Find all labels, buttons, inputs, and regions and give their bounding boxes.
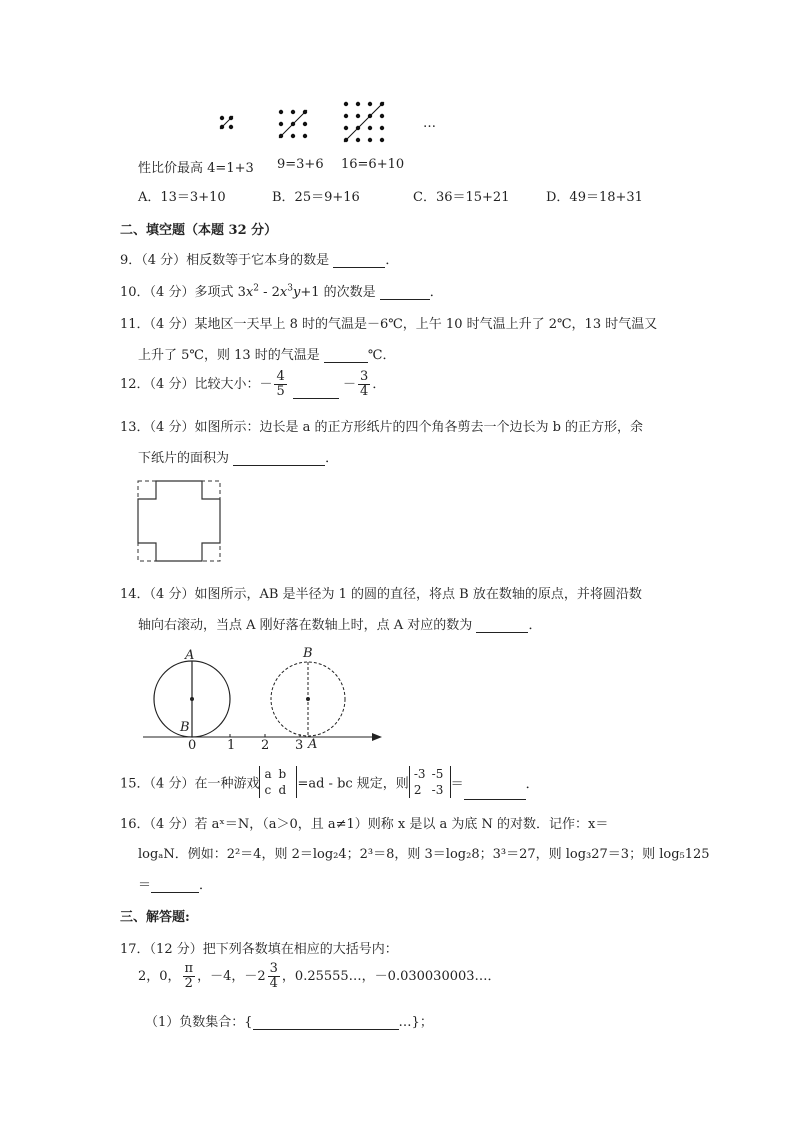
q17-pi-frac: $\frac{\pi}{2}$: [184, 961, 194, 991]
dot: [380, 126, 384, 130]
q14-line1: 14．（4 分）如图所示，AB 是半径为 1 的圆的直径，将点 B 放在数轴的原点，并将圆沿数: [120, 587, 642, 602]
q15-matrix1: a b c d: [259, 766, 297, 798]
q11-line1: 11．（4 分）某地区一天早上 8 时的气温是－6℃，上午 10 时气温上升了 2℃，13 时气温又: [120, 317, 658, 332]
q10-pre: 10．（4 分）多项式 3: [120, 285, 246, 300]
dot: [356, 138, 360, 142]
axis-label-3: 3: [295, 738, 304, 753]
q13-line2-text: 下纸片的面积为: [138, 451, 230, 466]
q17-sub1-blank: [253, 1015, 399, 1030]
q15-blank: [464, 785, 526, 800]
q13-line2: 下纸片的面积为 ．: [138, 451, 339, 466]
q12-blank: [293, 384, 339, 399]
label-b-bottom: B: [180, 720, 190, 735]
dot: [356, 114, 360, 118]
dot: [368, 126, 372, 130]
q13-line1: 13．（4 分）如图所示：边长是 a 的正方形纸片的四个角各剪去一个边长为 b 的正方形，余: [120, 420, 644, 435]
q14-line2-text: 轴向右滚动，当点 A 刚好落在数轴上时，点 A 对应的数为: [138, 618, 473, 633]
dots-caption: [138, 157, 254, 176]
dot: [368, 102, 372, 106]
q12-frac1: $\frac{4}{5}$: [276, 369, 285, 399]
q8-option-d: D．49＝18+31: [546, 190, 643, 205]
q9-blank: [333, 253, 385, 268]
q17-title: 17．（12 分）把下列各数填在相应的大括号内：: [120, 942, 398, 957]
dots-prefix: 性比价最高: [138, 161, 204, 176]
q11-unit: ℃．: [367, 348, 396, 363]
axis-label-2: 2: [261, 738, 270, 753]
q14-blank: [476, 618, 528, 633]
dot: [344, 126, 348, 130]
q17-numbers: 2，0， $\frac{\pi}{2}$ ，－4，－2 $\frac{3}{4}$ ，0.25555…，－0.030030003…．: [138, 961, 501, 991]
q10: 10．（4 分）多项式 $3x^2 - 2x^3y+1$ 的次数是 ．: [120, 283, 443, 300]
dot: [344, 102, 348, 106]
q15-rule: =ad - bc 规定，则: [297, 776, 409, 792]
dot: [344, 114, 348, 118]
q8-option-b: B．25＝9+16: [272, 190, 360, 205]
q15-pre: 15．（4 分）在一种游戏: [120, 776, 260, 792]
q8-option-a: A．13＝3+10: [138, 190, 226, 205]
dot: [380, 138, 384, 142]
q17-sub1: （1）负数集合：{ …}；: [145, 1015, 433, 1030]
q16-line2: logₐN．例如：2²＝4，则 2＝log₂4；2³＝8，则 3＝log₂8；3³＝27，则 log₃27＝3；则 log₅125: [138, 847, 710, 862]
q11-blank: [324, 348, 368, 363]
label-a-top: A: [185, 648, 195, 663]
q11-line2: [138, 344, 395, 363]
q12: 12．（4 分）比较大小：－ $\frac{4}{5}$ － $\frac{3}{4}$ ．: [120, 369, 386, 399]
q9: 9．（4 分）相反数等于它本身的数是 ．: [120, 253, 399, 268]
dots-ellipsis: …: [423, 116, 436, 131]
circle-figure: [135, 643, 390, 753]
label-a-bottom: A: [308, 737, 318, 752]
dots-figure: [210, 98, 450, 143]
dots-label-1: 4=1+3: [207, 161, 254, 176]
dot: [291, 134, 295, 138]
dot: [303, 122, 307, 126]
q10-post: +1 的次数是: [300, 285, 376, 300]
dot: [279, 122, 283, 126]
section3-title: 三、解答题:: [120, 910, 190, 925]
q12-pre: 12．（4 分）比较大小：－: [120, 377, 273, 392]
q14-line2: 轴向右滚动，当点 A 刚好落在数轴上时，点 A 对应的数为 ．: [138, 618, 542, 633]
q13-blank: [233, 451, 325, 466]
dot-diagonal: [344, 102, 384, 142]
q9-text: 9．（4 分）相反数等于它本身的数是: [120, 253, 330, 268]
dot: [303, 134, 307, 138]
q10-mid: - 2: [258, 285, 280, 300]
dot: [380, 114, 384, 118]
q10-blank: [380, 285, 430, 300]
axis-label-0: 0: [188, 738, 197, 753]
q15: 15．（4 分）在一种游戏a b c d =ad - bc 规定，则-3 -5 2 -3 ＝ ．: [120, 766, 539, 798]
axis-label-1: 1: [227, 738, 236, 753]
q11-line2-text: 上升了 5℃，则 13 时的气温是: [138, 348, 320, 363]
dot: [229, 125, 233, 129]
q16-blank: [151, 878, 199, 893]
dots-label-2: 9=3+6: [277, 157, 324, 172]
cross-figure: [135, 478, 225, 566]
dots-label-3: 16=6+10: [341, 157, 405, 172]
q16-line1: 16．（4 分）若 aˣ＝N，（a＞0，且 a≠1）则称 x 是以 a 为底 N 的对数．记作：x＝: [120, 817, 609, 832]
dot: [291, 110, 295, 114]
q16-line3-text: ＝: [138, 878, 152, 893]
q12-sep: －: [343, 377, 357, 392]
q16-line3: ＝ ．: [138, 878, 213, 893]
section2-title: 二、填空题（本题 32 分）: [120, 223, 278, 238]
q17-mixed-frac: $\frac{3}{4}$: [269, 961, 278, 991]
dot: [220, 116, 224, 120]
dot: [356, 102, 360, 106]
dot: [368, 138, 372, 142]
label-b-top: B: [303, 646, 313, 661]
dot: [279, 110, 283, 114]
q12-frac2: $\frac{3}{4}$: [360, 369, 369, 399]
q8-option-c: C．36＝15+21: [413, 190, 510, 205]
q15-matrix2: -3 -5 2 -3: [409, 766, 451, 798]
